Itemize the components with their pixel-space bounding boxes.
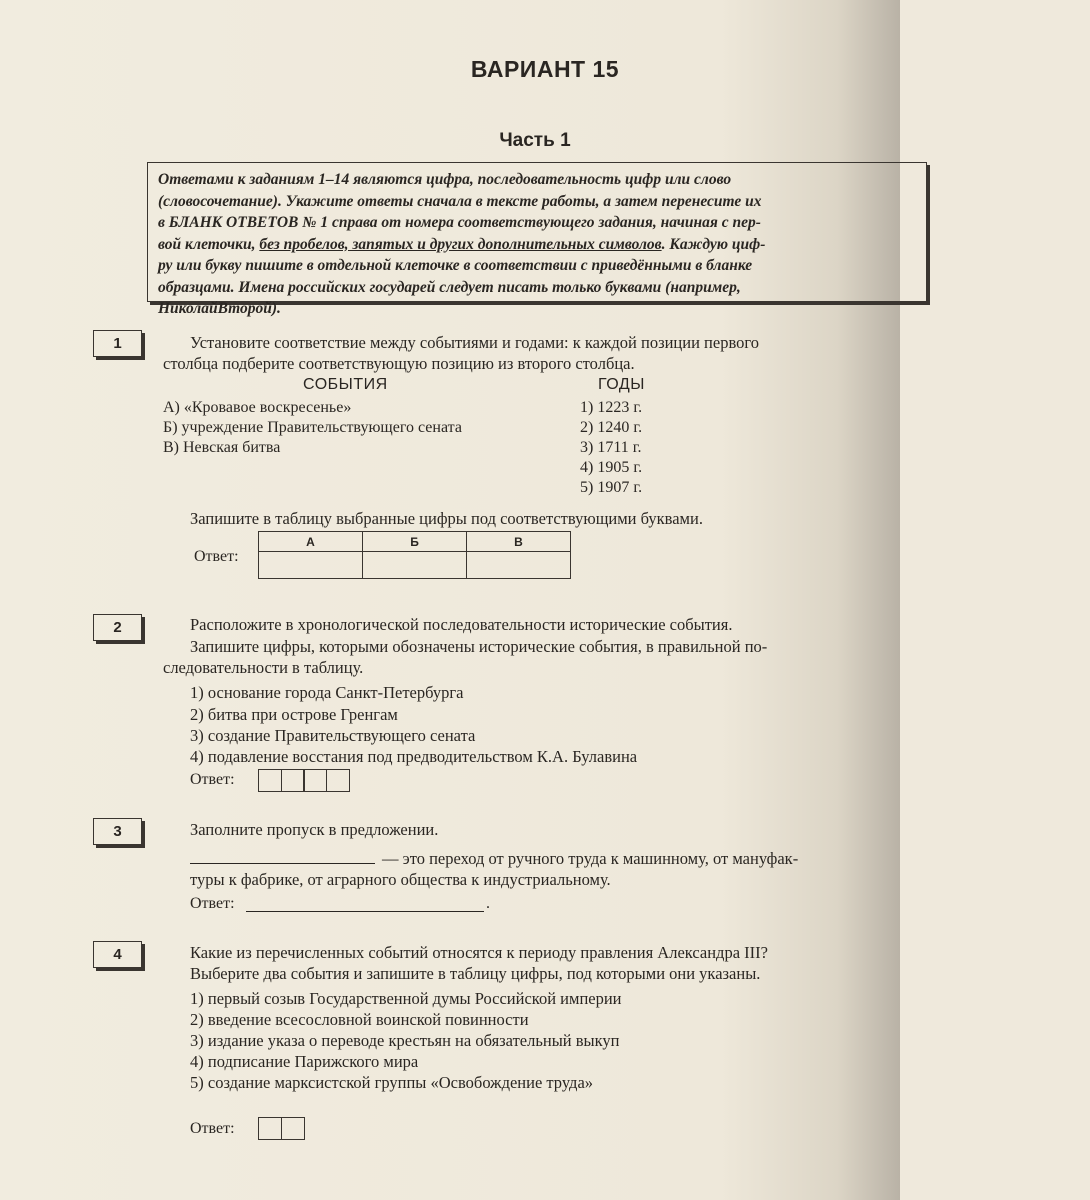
answer-table-header: В xyxy=(467,532,571,552)
event-item: Б) учреждение Правительствующего сената xyxy=(163,419,462,436)
answer-cell[interactable] xyxy=(258,1117,282,1140)
answer-cell[interactable] xyxy=(281,769,305,792)
question-number-2: 2 xyxy=(93,614,142,641)
answer-label: Ответ: xyxy=(190,895,235,912)
year-item: 2) 1240 г. xyxy=(580,419,643,436)
answer-label: Ответ: xyxy=(190,771,235,788)
answer-cells-q2 xyxy=(259,769,350,792)
answer-cell[interactable] xyxy=(303,769,327,792)
answer-table-header: А xyxy=(259,532,363,552)
q2-item: 4) подавление восстания под предводительством К.А. Булавина xyxy=(190,747,638,766)
q4-item: 3) издание указа о переводе крестьян на обязательный выкуп xyxy=(190,1031,620,1050)
instructions-box xyxy=(147,162,927,317)
q3-text-line: Заполните пропуск в предложении. xyxy=(190,820,439,839)
answer-table-q1 xyxy=(258,531,571,579)
variant-title: ВАРИАНТ 15 xyxy=(470,56,620,82)
instructions-line: ру или букву пишите в отдельной клеточке в соответствии с приведёнными в бланке xyxy=(158,257,753,274)
question-number-1: 1 xyxy=(93,330,142,357)
answer-line-q3[interactable] xyxy=(246,910,484,912)
answer-cell[interactable] xyxy=(258,769,282,792)
q2-text-line: следовательности в таблицу. xyxy=(163,658,364,677)
q4-item: 1) первый созыв Государственной думы Российской империи xyxy=(190,989,622,1008)
q2-item: 1) основание города Санкт-Петербурга xyxy=(190,683,464,702)
instructions-line: в БЛАНК ОТВЕТОВ № 1 справа от номера соответствующего задания, начиная с пер- xyxy=(158,214,761,231)
answer-cell[interactable] xyxy=(281,1117,305,1140)
q1-instruction: Запишите в таблицу выбранные цифры под соответствующими буквами. xyxy=(190,509,703,528)
q4-item: 5) создание марксистской группы «Освобождение труда» xyxy=(190,1073,594,1092)
instructions-line: (словосочетание). Укажите ответы сначала в тексте работы, а затем перенесите их xyxy=(158,192,762,210)
instructions-underlined: без пробелов, запятых и других дополнительных символов xyxy=(259,235,662,253)
instructions-line: образцами. Имена российских государей следует писать только буквами (например, xyxy=(158,278,741,296)
year-item: 3) 1711 г. xyxy=(580,439,642,456)
q4-item: 2) введение всесословной воинской повинности xyxy=(190,1010,529,1029)
q2-text-line: Расположите в хронологической последовательности исторические события. xyxy=(190,615,733,634)
q3-text-line: туры к фабрике, от аграрного общества к индустриальному. xyxy=(190,870,611,889)
event-item: А) «Кровавое воскресенье» xyxy=(163,399,352,416)
answer-cell[interactable] xyxy=(259,552,363,579)
question-number-4: 4 xyxy=(93,941,142,968)
answer-period: . xyxy=(486,895,490,912)
year-item: 1) 1223 г. xyxy=(580,399,643,416)
instructions-line: Ответами к заданиям 1–14 являются цифра, последовательность цифр или слово xyxy=(158,171,732,188)
q4-text-line: Какие из перечисленных событий относятся к периоду правления Александра III? xyxy=(190,943,768,962)
q2-item: 3) создание Правительствующего сената xyxy=(190,726,476,745)
answer-cell[interactable] xyxy=(326,769,350,792)
answer-cell[interactable] xyxy=(363,552,467,579)
instructions-text: вой клеточки, xyxy=(158,235,260,253)
years-header: ГОДЫ xyxy=(598,376,645,393)
part-title: Часть 1 xyxy=(499,130,571,151)
instructions-text: . Каждую циф- xyxy=(661,235,766,253)
answer-table-header: Б xyxy=(363,532,467,552)
q1-text-line: столбца подберите соответствующую позицию из второго столбца. xyxy=(163,354,635,373)
year-item: 4) 1905 г. xyxy=(580,459,643,476)
instructions-line: НиколайВторой). xyxy=(158,300,281,317)
q2-item: 2) битва при острове Гренгам xyxy=(190,705,398,724)
answer-cell[interactable] xyxy=(467,552,571,579)
q2-text-line: Запишите цифры, которыми обозначены исторические события, в правильной по- xyxy=(190,637,768,656)
q4-text-line: Выберите два события и запишите в таблицу цифры, под которыми они указаны. xyxy=(190,964,761,983)
answer-cells-q4 xyxy=(259,1117,305,1140)
q1-text-line: Установите соответствие между событиями и годами: к каждой позиции первого xyxy=(190,333,759,352)
fill-in-blank[interactable] xyxy=(190,862,375,864)
event-item: В) Невская битва xyxy=(163,439,281,456)
instructions-line xyxy=(158,234,916,256)
question-number-3: 3 xyxy=(93,818,142,845)
answer-label: Ответ: xyxy=(190,1120,235,1137)
q3-text-line: — это переход от ручного труда к машинному, от мануфак- xyxy=(382,849,799,868)
answer-label: Ответ: xyxy=(194,548,239,565)
events-header: СОБЫТИЯ xyxy=(303,376,388,393)
q4-item: 4) подписание Парижского мира xyxy=(190,1052,419,1071)
year-item: 5) 1907 г. xyxy=(580,479,643,496)
